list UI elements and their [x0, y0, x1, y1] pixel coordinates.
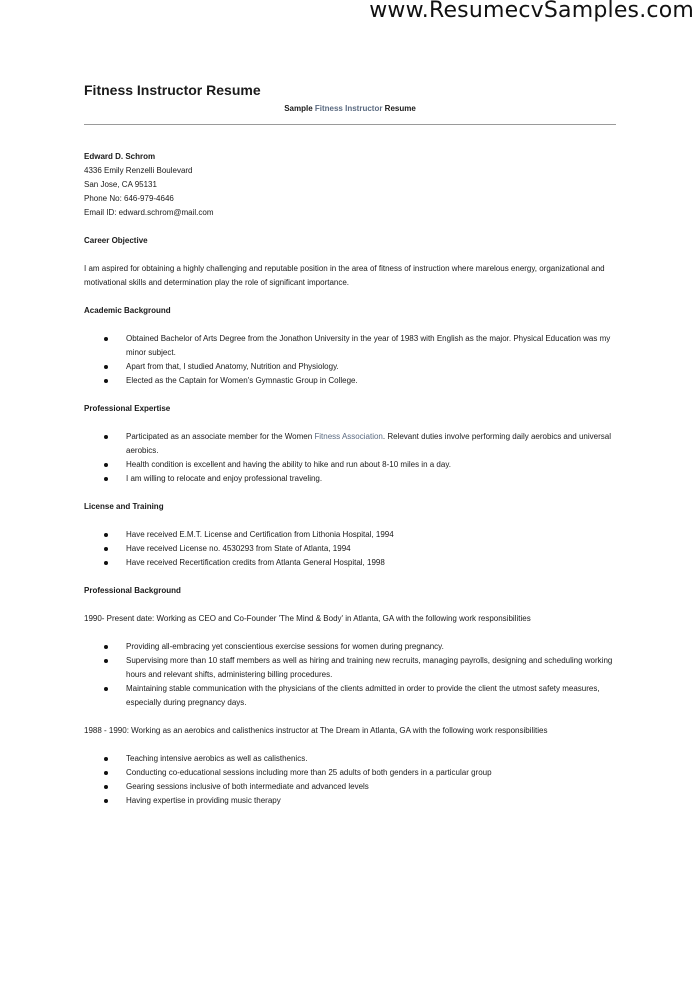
subtitle-suffix: Resume	[382, 104, 416, 113]
city-line: San Jose, CA 95131	[84, 180, 157, 189]
license-list	[84, 528, 624, 570]
list-item: Having expertise in providing music therapy	[84, 794, 624, 808]
bullet-icon	[104, 757, 108, 761]
resume-body	[84, 150, 624, 808]
header-divider	[84, 124, 616, 125]
list-item: Maintaining stable communication with the physicians of the clients admitted in order to provide the client the utmost safety measures, especially during pregnancy days.	[84, 682, 624, 710]
job1-summary: 1990- Present date: Working as CEO and Co-Founder 'The Mind & Body' in Atlanta, GA with the following work responsibilities	[84, 614, 531, 623]
bullet-icon	[104, 379, 108, 383]
list-item: Have received E.M.T. License and Certification from Lithonia Hospital, 1994	[84, 528, 624, 542]
bullet-icon	[104, 463, 108, 467]
expertise-list	[84, 430, 624, 486]
bullet-icon	[104, 785, 108, 789]
bullet-icon	[104, 547, 108, 551]
bullet-icon	[104, 477, 108, 481]
bullet-icon	[104, 687, 108, 691]
page-title: Fitness Instructor Resume	[84, 82, 261, 98]
phone-line: Phone No: 646-979-4646	[84, 194, 174, 203]
academic-heading: Academic Background	[84, 306, 171, 315]
list-item: Have received License no. 4530293 from State of Atlanta, 1994	[84, 542, 624, 556]
list-item: Have received Recertification credits from Atlanta General Hospital, 1998	[84, 556, 624, 570]
fitness-association-link[interactable]: Fitness Association	[314, 432, 383, 441]
license-heading: License and Training	[84, 502, 164, 511]
career-objective-heading: Career Objective	[84, 236, 148, 245]
list-item: Teaching intensive aerobics as well as calisthenics.	[84, 752, 624, 766]
bullet-icon	[104, 799, 108, 803]
bullet-icon	[104, 435, 108, 439]
list-item: I am willing to relocate and enjoy professional traveling.	[84, 472, 624, 486]
address-line: 4336 Emily Renzelli Boulevard	[84, 166, 193, 175]
page-subtitle	[0, 104, 700, 113]
list-item: Health condition is excellent and having the ability to hike and run about 8-10 miles in a day.	[84, 458, 624, 472]
list-item: Obtained Bachelor of Arts Degree from the Jonathon University in the year of 1983 with English as the major. Physical Education was my minor subject.	[84, 332, 624, 360]
bullet-icon	[104, 533, 108, 537]
contact-block	[84, 150, 624, 220]
list-item: Apart from that, I studied Anatomy, Nutrition and Physiology.	[84, 360, 624, 374]
subtitle-prefix: Sample	[284, 104, 315, 113]
job2-list	[84, 752, 624, 808]
academic-list	[84, 332, 624, 388]
career-objective-text: I am aspired for obtaining a highly challenging and reputable position in the area of fitness of instruction where marelous energy, organizational and motivational skills and determination play the role of significant importance.	[84, 264, 605, 287]
list-item: Elected as the Captain for Women's Gymnastic Group in College.	[84, 374, 624, 388]
list-item: Conducting co-educational sessions including more than 25 adults of both genders in a particular group	[84, 766, 624, 780]
professional-background-heading: Professional Background	[84, 586, 181, 595]
site-watermark: www.ResumecvSamples.com	[369, 0, 694, 23]
bullet-icon	[104, 771, 108, 775]
list-item: Providing all-embracing yet conscientious exercise sessions for women during pregnancy.	[84, 640, 624, 654]
bullet-icon	[104, 561, 108, 565]
list-item: Supervising more than 10 staff members as well as hiring and training new recruits, managing payrolls, designing and scheduling working hours and relevant shifts, administering billing procedures.	[84, 654, 624, 682]
bullet-icon	[104, 365, 108, 369]
candidate-name: Edward D. Schrom	[84, 152, 156, 161]
bullet-icon	[104, 337, 108, 341]
subtitle-highlight-link[interactable]: Fitness Instructor	[314, 104, 383, 113]
bullet-icon	[104, 659, 108, 663]
job2-summary: 1988 - 1990: Working as an aerobics and calisthenics instructor at The Dream in Atlanta, GA with the following work responsibilities	[84, 726, 548, 735]
expertise-heading: Professional Expertise	[84, 404, 171, 413]
list-item: Gearing sessions inclusive of both intermediate and advanced levels	[84, 780, 624, 794]
bullet-icon	[104, 645, 108, 649]
list-item: Participated as an associate member for the Women Fitness Association. Relevant duties involve performing daily aerobics and universal aerobics.	[84, 430, 624, 458]
job1-list	[84, 640, 624, 710]
email-line: Email ID: edward.schrom@mail.com	[84, 208, 214, 217]
